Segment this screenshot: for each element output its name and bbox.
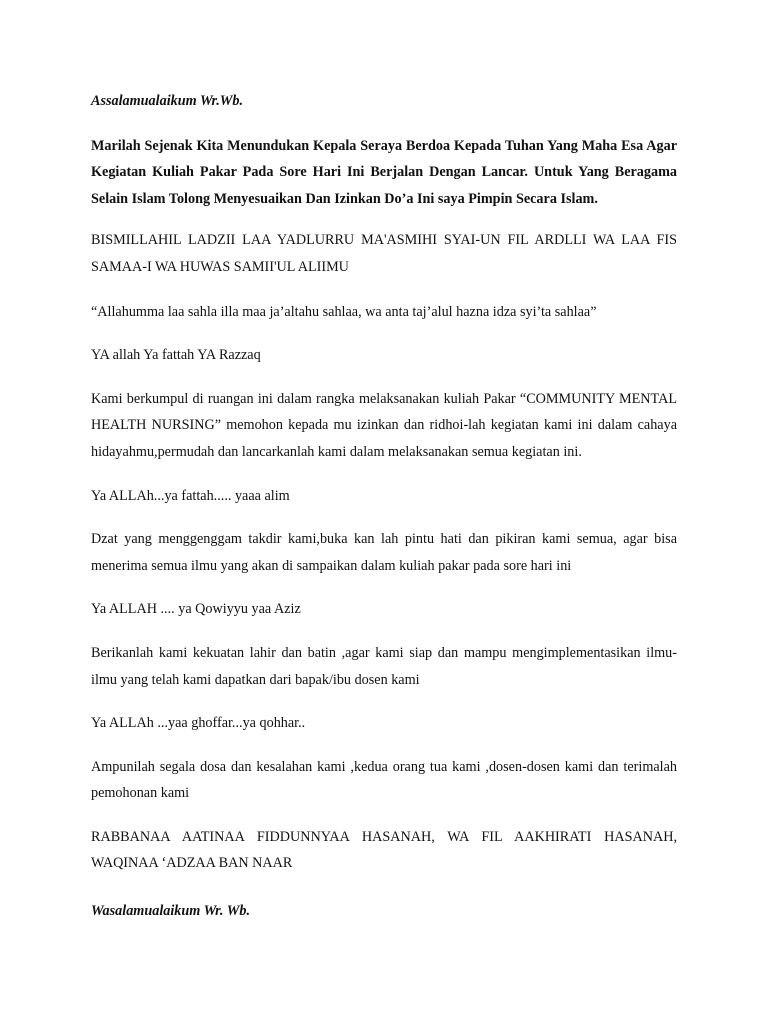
invocation-4: Ya ALLAh ...yaa ghoffar...ya qohhar.. [91,715,306,732]
invocation-3: Ya ALLAH .... ya Qowiyyu yaa Aziz [91,601,301,618]
rabbana-paragraph: RABBANAA AATINAA FIDDUNNYAA HASANAH, WA FIL AAKHIRATI HASANAH, WAQINAA ‘ADZAA BAN NAAR [91,828,677,872]
bismillah-paragraph: BISMILLAHIL LADZII LAA YADLURRU MA'ASMIHI SYAI-UN FIL ARDLLI WA LAA FIS SAMAA-I WA HUWAS SAMII'UL ALIIMU [91,232,677,275]
greeting: Assalamualaikum Wr.Wb. [91,93,244,109]
paragraph-3: Berikanlah kami kekuatan lahir dan batin ,agar kami siap dan mampu mengimplementasikan ilmu-ilmu yang telah kami dapatkan dari bapak/ibu dosen kami [91,644,677,688]
opening-paragraph: Marilah Sejenak Kita Menundukan Kepala Seraya Berdoa Kepada Tuhan Yang Maha Esa Agar Kegiatan Kuliah Pakar Pada Sore Hari Ini Berjalan Dengan Lancar. Untuk Yang Beragama Selain Islam Tolong Menyesuaikan Dan Izinkan Do’a Ini saya Pimpin Secara Islam. [91,137,677,207]
paragraph-2: Dzat yang menggenggam takdir kami,buka kan lah pintu hati dan pikiran kami semua, agar bisa menerima semua ilmu yang akan di sampaikan dalam kuliah pakar pada sore hari ini [91,531,677,574]
invocation-2: Ya ALLAh...ya fattah..... yaaa alim [91,487,290,504]
paragraph-4: Ampunilah segala dosa dan kesalahan kami ,kedua orang tua kami ,dosen-dosen kami dan terimalah pemohonan kami [91,758,677,802]
invocation-1: YA allah Ya fattah YA Razzaq [91,347,261,364]
paragraph-1: Kami berkumpul di ruangan ini dalam rangka melaksanakan kuliah Pakar “COMMUNITY MENTAL HEALTH NURSING” memohon kepada mu izinkan dan ridhoi-lah kegiatan kami ini dalam cahaya hidayahmu,permudah dan lancarkanlah kami dalam melaksanakan semua kegiatan ini. [91,390,677,460]
closing: Wasalamualaikum Wr. Wb. [91,903,251,920]
doa-quote: “Allahumma laa sahla illa maa ja’altahu sahlaa, wa anta taj’alul hazna idza syi’ta sahlaa” [91,303,597,320]
document-page [91,88,677,925]
